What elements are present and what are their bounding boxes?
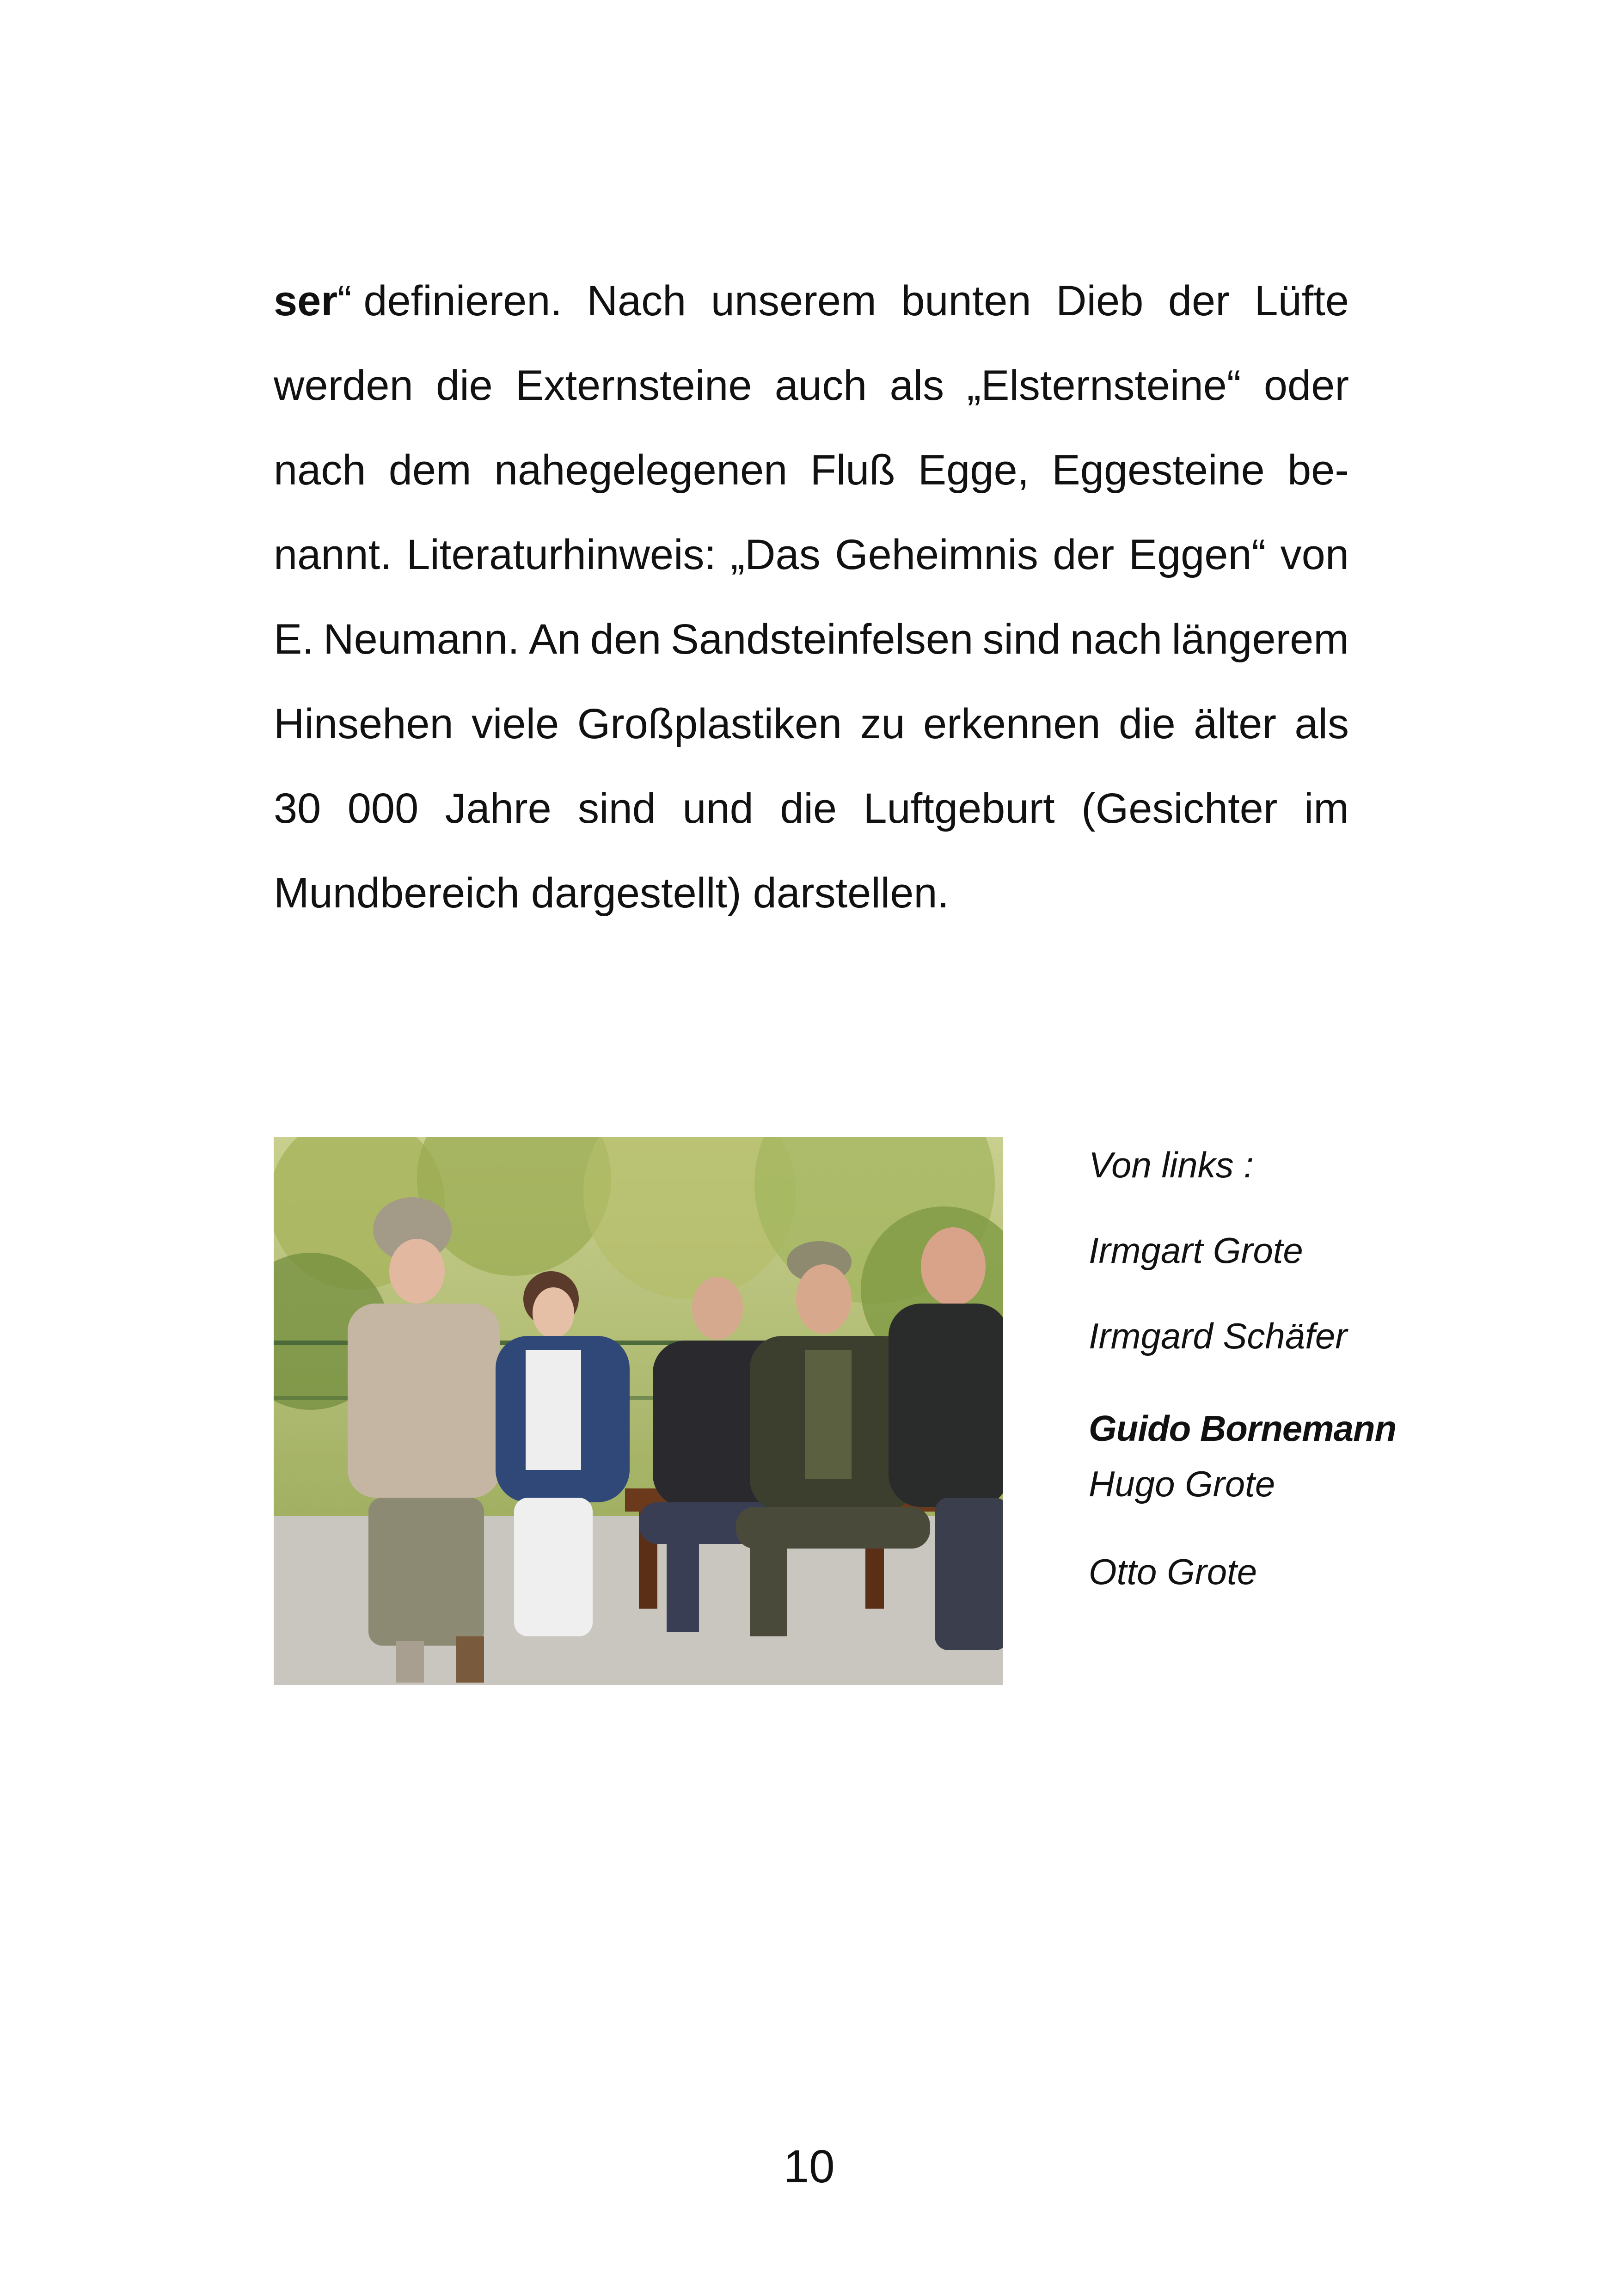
text-line: Mundbereich dargestellt) darstellen. (274, 869, 950, 917)
body-text (274, 259, 1349, 936)
text-line: ser“ definieren. Nach unserem bunten Dieb der Lüfte (274, 277, 1349, 325)
group-photo-illustration (274, 1137, 1003, 1685)
caption-intro: Von links : (1089, 1145, 1254, 1185)
text-line: Hinsehen viele Großplastiken zu erkennen die älter als (274, 700, 1349, 747)
text-line: nach dem nahegelegenen Fluß Egge, Eggesteine be- (274, 447, 1349, 494)
text-line: nannt. Literaturhinweis: „Das Geheimnis der Eggen“ von (274, 531, 1349, 578)
text-line: werden die Externsteine auch als „Elsternsteine“ oder (274, 362, 1349, 409)
caption-name: Otto Grote (1089, 1551, 1257, 1592)
caption-name-bold: Guido Bornemann (1089, 1408, 1397, 1449)
caption-name: Irmgard Schäfer (1089, 1316, 1348, 1356)
group-photo (274, 1137, 1003, 1685)
page-number: 10 (783, 2141, 835, 2192)
text-line: 30 000 Jahre sind und die Luftgeburt (Gesichter im (274, 785, 1349, 832)
caption-name: Irmgart Grote (1089, 1230, 1303, 1271)
bold-word: ser (274, 277, 338, 325)
text-line: E. Neumann. An den Sandsteinfelsen sind nach längerem (274, 616, 1349, 663)
caption-name: Hugo Grote (1089, 1463, 1275, 1504)
